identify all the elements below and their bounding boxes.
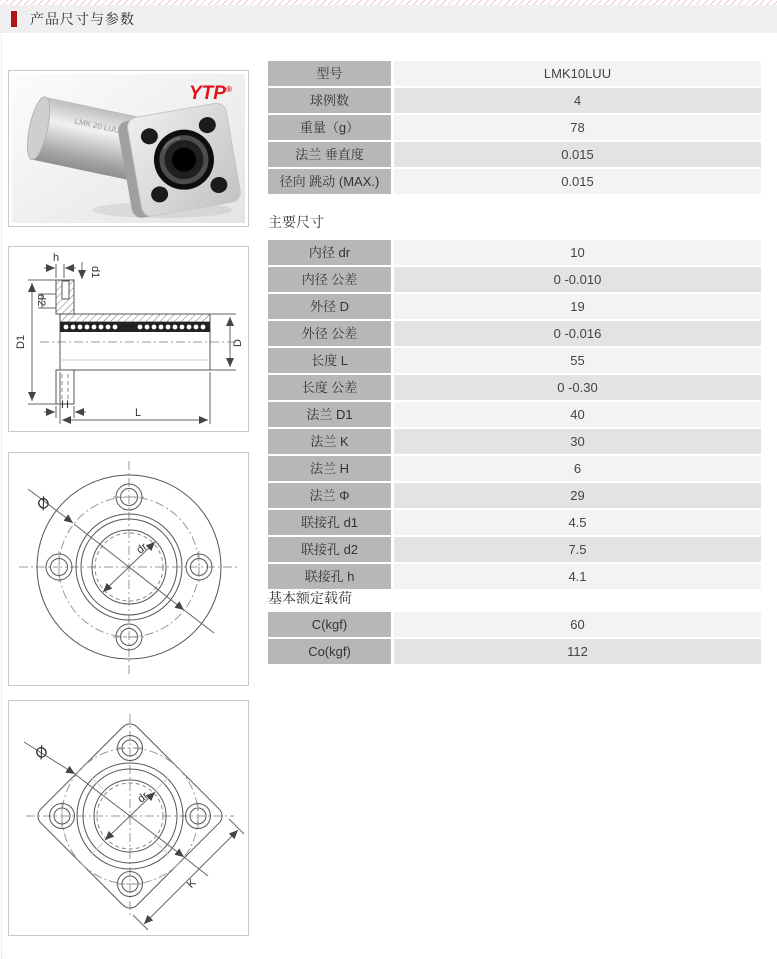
row-label: 法兰 Φ	[268, 483, 391, 508]
bore-annotation	[105, 790, 155, 840]
row-value: 19	[394, 294, 761, 319]
row-value: 29	[394, 483, 761, 508]
basic-spec-table	[268, 61, 761, 196]
table-row	[268, 240, 761, 265]
product-photo-image	[12, 74, 245, 223]
row-value: 4.5	[394, 510, 761, 535]
row-value: 4	[394, 88, 761, 113]
k-dimension	[133, 819, 244, 930]
dim-label-d2: d2	[35, 294, 47, 307]
bearing-flange	[116, 102, 242, 220]
main-dimensions-heading: 主要尺寸	[268, 214, 324, 230]
ytp-logo: YTP®	[189, 83, 232, 104]
table-row	[268, 169, 761, 194]
row-value: 4.1	[394, 564, 761, 589]
table-row	[268, 612, 761, 637]
row-label: 法兰 D1	[268, 402, 391, 427]
row-label: 联接孔 h	[268, 564, 391, 589]
table-row	[268, 348, 761, 373]
load-ratings-table	[268, 612, 761, 666]
diameter-annotation	[28, 489, 214, 633]
table-row	[268, 510, 761, 535]
dim-label-dia: Ø	[33, 493, 54, 515]
row-value: 55	[394, 348, 761, 373]
row-value: 78	[394, 115, 761, 140]
row-value: 0 -0.30	[394, 375, 761, 400]
row-value: 112	[394, 639, 761, 664]
row-value: 60	[394, 612, 761, 637]
row-label: 法兰 垂直度	[268, 142, 391, 167]
dim-label-H: H	[61, 399, 69, 411]
row-label: 长度 L	[268, 348, 391, 373]
table-row	[268, 537, 761, 562]
round-flange-drawing	[8, 452, 249, 686]
row-value: 7.5	[394, 537, 761, 562]
row-label: 球例数	[268, 88, 391, 113]
table-row	[268, 639, 761, 664]
row-label: 法兰 K	[268, 429, 391, 454]
load-ratings-heading: 基本额定载荷	[268, 590, 352, 606]
page-title: 产品尺寸与参数	[30, 11, 135, 27]
section-drawing-image	[12, 250, 245, 428]
row-label: 重量（g）	[268, 115, 391, 140]
table-row	[268, 429, 761, 454]
table-row	[268, 402, 761, 427]
row-value: 0.015	[394, 142, 761, 167]
square-flange-image	[12, 704, 245, 932]
row-value: 30	[394, 429, 761, 454]
dim-label-h: h	[52, 252, 60, 264]
row-label: 联接孔 d2	[268, 537, 391, 562]
row-label: Co(kgf)	[268, 639, 391, 664]
red-accent-bar	[11, 11, 17, 27]
table-row	[268, 115, 761, 140]
dim-label-dia: Ø	[31, 742, 52, 764]
dim-label-L: L	[134, 407, 142, 419]
square-flange-drawing	[8, 700, 249, 936]
row-value: 0.015	[394, 169, 761, 194]
hatched-shell	[60, 314, 210, 322]
row-label: C(kgf)	[268, 612, 391, 637]
row-label: 径向 跳动 (MAX.)	[268, 169, 391, 194]
dim-label-d1: d1	[89, 266, 101, 279]
section-header	[0, 5, 777, 33]
dim-label-K: K	[185, 877, 199, 891]
product-marking-text: LMK 20 LUU	[73, 116, 121, 135]
table-row	[268, 88, 761, 113]
table-row	[268, 294, 761, 319]
dim-label-dr: dr	[135, 789, 151, 806]
table-row	[268, 321, 761, 346]
dim-label-D1: D1	[15, 334, 27, 349]
product-photo	[8, 70, 249, 227]
dim-label-D: D	[232, 339, 244, 347]
row-value: 0 -0.016	[394, 321, 761, 346]
table-row	[268, 61, 761, 86]
row-value: 6	[394, 456, 761, 481]
section-drawing	[8, 246, 249, 432]
dim-label-dr: dr	[134, 540, 150, 557]
row-value: 40	[394, 402, 761, 427]
row-label: 联接孔 d1	[268, 510, 391, 535]
row-label: 外径 公差	[268, 321, 391, 346]
round-flange-image	[12, 456, 245, 682]
table-row	[268, 375, 761, 400]
row-label: 长度 公差	[268, 375, 391, 400]
row-label: 型号	[268, 61, 391, 86]
page-left-trim	[1, 5, 2, 959]
row-label: 外径 D	[268, 294, 391, 319]
table-row	[268, 142, 761, 167]
row-value: 0 -0.010	[394, 267, 761, 292]
row-label: 内径 公差	[268, 267, 391, 292]
table-row	[268, 483, 761, 508]
row-label: 内径 dr	[268, 240, 391, 265]
row-label: 法兰 H	[268, 456, 391, 481]
row-value: 10	[394, 240, 761, 265]
table-row	[268, 456, 761, 481]
row-value: LMK10LUU	[394, 61, 761, 86]
table-row	[268, 564, 761, 589]
main-dimensions-table	[268, 240, 761, 591]
table-row	[268, 267, 761, 292]
